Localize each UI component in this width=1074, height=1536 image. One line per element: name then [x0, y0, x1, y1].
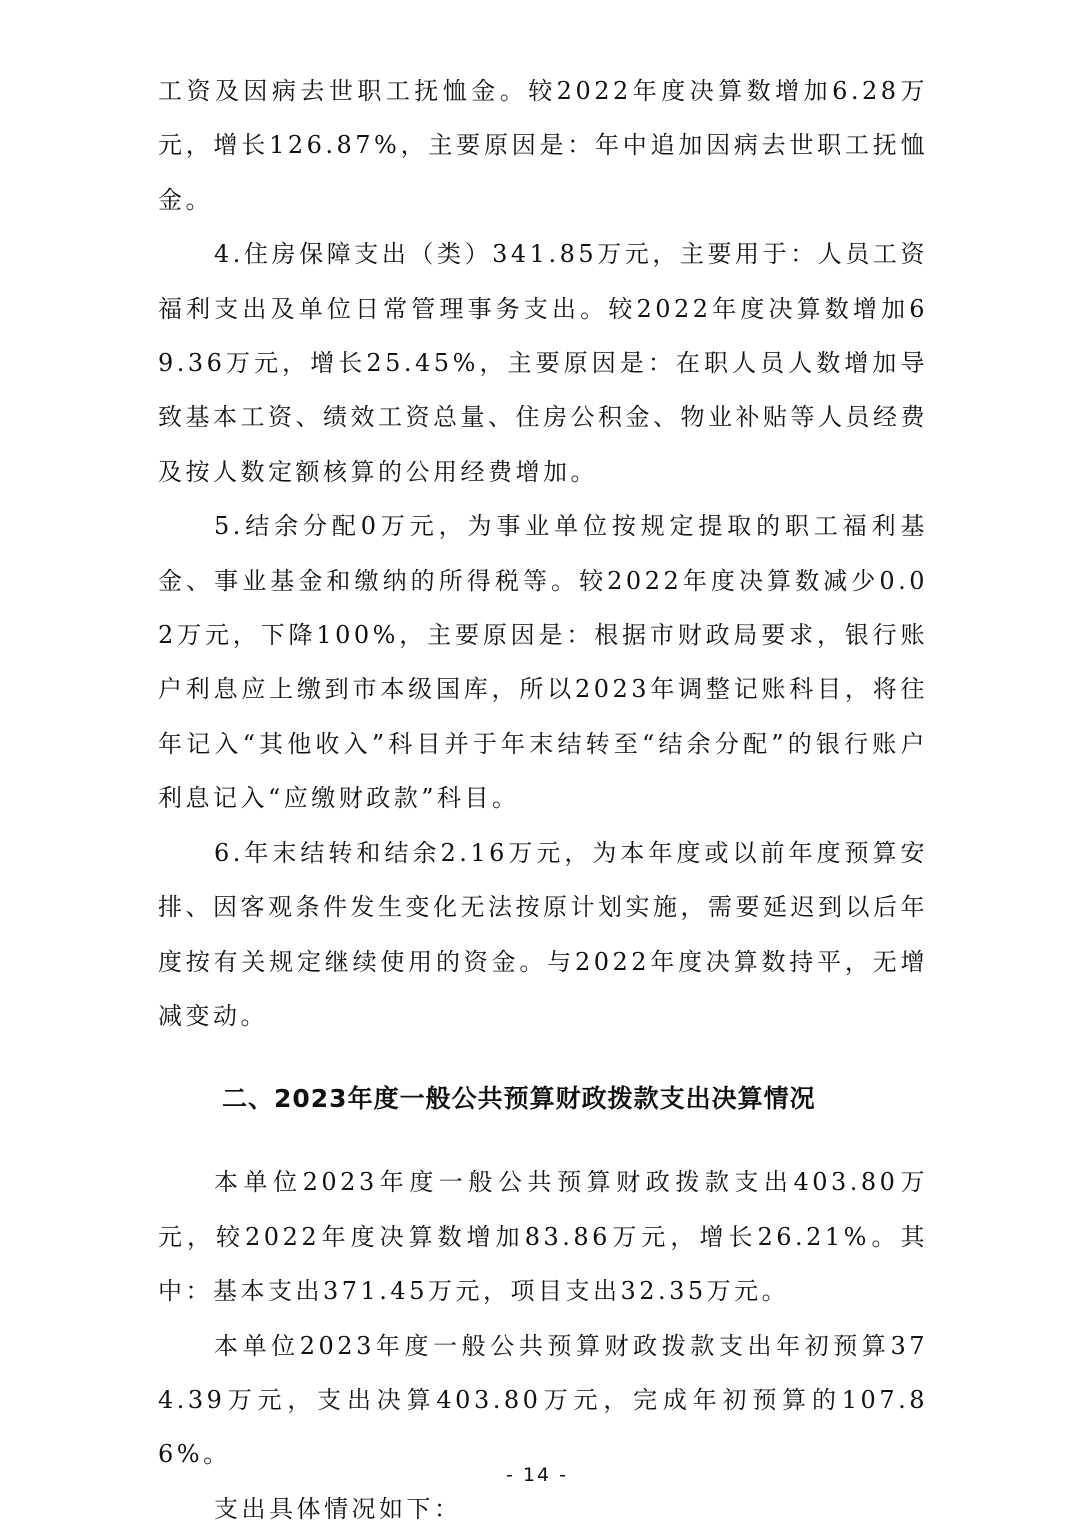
paragraph-details-intro: 支出具体情况如下：: [214, 1494, 462, 1523]
document-body: [158, 64, 928, 1536]
paragraph-total-expenditure: 本单位2023年度一般公共预算财政拨款支出403.80万元，较2022年度决算数增加83.86万元，增长26.21%。其中：基本支出371.45万元，项目支出32.35万元。: [158, 1168, 928, 1306]
paragraph-pension-continuation: 工资及因病去世职工抚恤金。较2022年度决算数增加6.28万元，增长126.87%，主要原因是：年中追加因病去世职工抚恤金。: [158, 77, 928, 214]
section-heading: 二、2023年度一般公共预算财政拨款支出决算情况: [222, 1084, 816, 1114]
paragraph-year-end-carryover: 6.年末结转和结余2.16万元，为本年度或以前年度预算安排、因客观条件发生变化无法按原计划实施，需要延迟到以后年度按有关规定继续使用的资金。与2022年度决算数持平，无增减变动。: [158, 838, 928, 1030]
paragraph-housing-security: 4.住房保障支出（类）341.85万元，主要用于：人员工资福利支出及单位日常管理事务支出。较2022年度决算数增加69.36万元，增长25.45%，主要原因是：在职人员人数增加导致基本工资、绩效工资总量、住房公积金、物业补贴等人员经费及按人数定额核算的公用经费增加。: [158, 240, 928, 486]
page-number: - 14 -: [506, 1464, 568, 1486]
paragraph-budget-completion: 本单位2023年度一般公共预算财政拨款支出年初预算374.39万元，支出决算403.80万元，完成年初预算的107.86%。: [158, 1331, 928, 1469]
paragraph-surplus-distribution: 5.结余分配0万元，为事业单位按规定提取的职工福利基金、事业基金和缴纳的所得税等。较2022年度决算数减少0.02万元，下降100%，主要原因是：根据市财政局要求，银行账户利息应上缴到市本级国库，所以2023年调整记账科目，将往年记入“其他收入”科目并于年末结转至“结余分配”的银行账户利息记入“应缴财政款”科目。: [158, 512, 928, 813]
